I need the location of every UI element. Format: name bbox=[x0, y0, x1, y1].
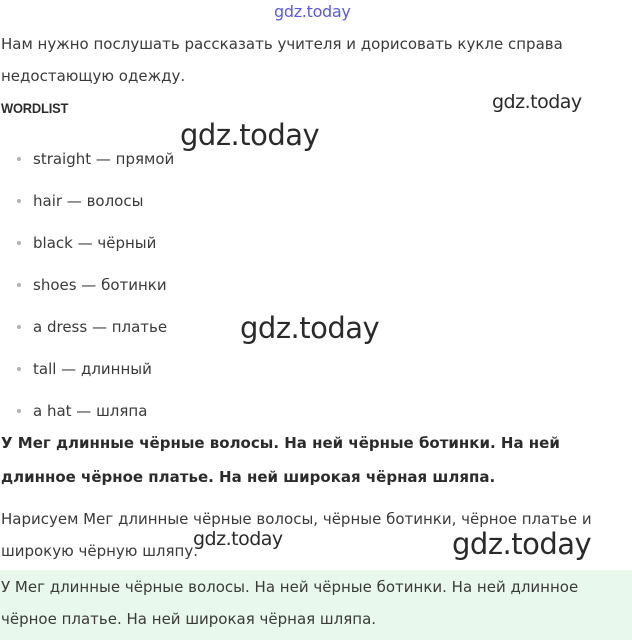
wordlist bbox=[0, 138, 174, 432]
watermark: gdz.today bbox=[180, 118, 320, 152]
wordlist-item-text: a hat — шляпа bbox=[33, 402, 148, 420]
site-logo[interactable]: gdz.today bbox=[274, 2, 351, 21]
wordlist-item-text: tall — длинный bbox=[33, 360, 152, 378]
list-item bbox=[0, 264, 174, 306]
bullet-icon bbox=[17, 367, 21, 371]
wordlist-item-text: hair — волосы bbox=[33, 192, 144, 210]
bullet-icon bbox=[17, 325, 21, 329]
watermark: gdz.today bbox=[193, 528, 283, 550]
wordlist-item-text: black — чёрный bbox=[33, 234, 157, 252]
instruction-text: Нарисуем Мег длинные чёрные волосы, чёрные ботинки, чёрное платье и широкую чёрную шляпу. bbox=[1, 510, 592, 560]
watermark: gdz.today bbox=[492, 91, 582, 113]
answer-text: У Мег длинные чёрные волосы. На ней чёрные ботинки. На ней длинное чёрное платье. На ней широкая чёрная шляпа. bbox=[1, 578, 579, 628]
wordlist-item-text: shoes — ботинки bbox=[33, 276, 167, 294]
story-text: У Мег длинные чёрные волосы. На ней чёрные ботинки. На ней длинное чёрное платье. На ней широкая чёрная шляпа. bbox=[1, 434, 560, 486]
list-item bbox=[0, 222, 174, 264]
bullet-icon bbox=[17, 283, 21, 287]
bullet-icon bbox=[17, 241, 21, 245]
list-item bbox=[0, 306, 174, 348]
wordlist-item-text: a dress — платье bbox=[33, 318, 168, 336]
bullet-icon bbox=[17, 157, 21, 161]
watermark: gdz.today bbox=[240, 311, 380, 345]
wordlist-item-text: straight — прямой bbox=[33, 150, 175, 168]
watermark: gdz.today bbox=[452, 527, 592, 561]
bullet-icon bbox=[17, 409, 21, 413]
list-item bbox=[0, 180, 174, 222]
list-item bbox=[0, 348, 174, 390]
intro-text: Нам нужно послушать рассказать учителя и дорисовать кукле справа недостающую одежду. bbox=[1, 35, 563, 85]
bullet-icon bbox=[17, 199, 21, 203]
list-item bbox=[0, 138, 174, 180]
wordlist-heading: WORDLIST bbox=[1, 100, 69, 116]
